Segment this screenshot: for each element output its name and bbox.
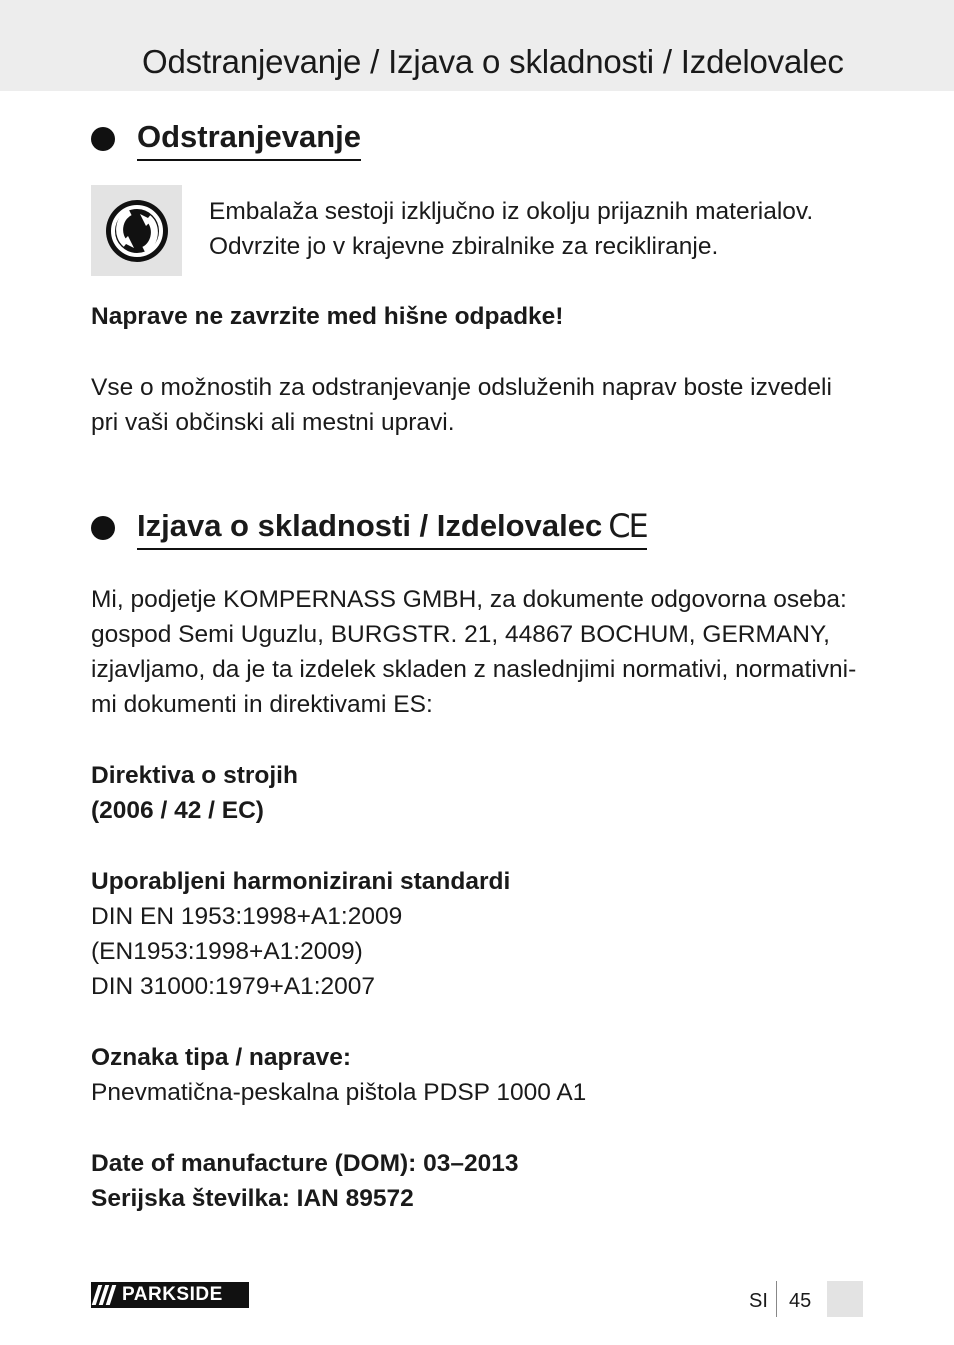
type-value: Pnevmatična-peskalna pištola PDSP 1000 A1 bbox=[91, 1079, 587, 1106]
directive-line: (2006 / 42 / EC) bbox=[91, 797, 264, 824]
declaration-intro-line: Mi, podjetje KOMPERNASS GMBH, za dokumente odgovorna oseba: bbox=[91, 586, 847, 613]
page-number: 45 bbox=[789, 1290, 812, 1312]
footer-tab-box bbox=[827, 1281, 863, 1317]
standards-title: Uporabljeni harmonizirani standardi bbox=[91, 868, 511, 895]
logo-text: PARKSIDE bbox=[122, 1284, 223, 1305]
serial-number: Serijska številka: IAN 89572 bbox=[91, 1185, 414, 1212]
declaration-intro bbox=[91, 582, 881, 722]
heading-disposal-text: Odstranjevanje bbox=[137, 117, 361, 161]
section-heading-disposal bbox=[91, 117, 361, 161]
standard-item: (EN1953:1998+A1:2009) bbox=[91, 938, 363, 965]
disposal-info-line: Vse o možnostih za odstranjevanje odsluženih naprav boste izvedeli bbox=[91, 374, 832, 401]
manufacture-block bbox=[91, 1146, 881, 1216]
standards-block bbox=[91, 864, 881, 1004]
heading-declaration bbox=[137, 506, 647, 550]
section-heading-declaration bbox=[91, 506, 647, 550]
type-title: Oznaka tipa / naprave: bbox=[91, 1044, 352, 1071]
ce-mark-icon: CE bbox=[608, 507, 647, 545]
packaging-line: Embalaža sestoji izključno iz okolju prijaznih materialov. bbox=[209, 198, 814, 225]
bullet-icon bbox=[91, 127, 115, 151]
disposal-info bbox=[91, 370, 881, 440]
directive-line: Direktiva o strojih bbox=[91, 762, 298, 789]
packaging-line: Odvrzite jo v krajevne zbiralnike za recikliranje. bbox=[209, 233, 719, 260]
directive-block bbox=[91, 758, 881, 828]
parkside-logo bbox=[91, 1282, 249, 1308]
standard-item: DIN 31000:1979+A1:2007 bbox=[91, 973, 376, 1000]
recycling-symbol-box bbox=[91, 185, 182, 276]
heading-declaration-text: Izjava o skladnosti / Izdelovalec bbox=[137, 508, 603, 543]
type-block bbox=[91, 1040, 881, 1110]
footer-divider bbox=[776, 1281, 777, 1317]
disposal-info-line: pri vaši občinski ali mestni upravi. bbox=[91, 409, 455, 436]
packaging-text bbox=[209, 194, 859, 264]
date-of-manufacture: Date of manufacture (DOM): 03–2013 bbox=[91, 1150, 519, 1177]
language-code: SI bbox=[749, 1290, 768, 1312]
page-title: Odstranjevanje / Izjava o skladnosti / Izdelovalec bbox=[142, 43, 844, 80]
bullet-icon bbox=[91, 516, 115, 540]
green-dot-recycling-icon bbox=[104, 198, 170, 264]
declaration-intro-line: mi dokumenti in direktivami ES: bbox=[91, 691, 433, 718]
logo-stripes-icon bbox=[95, 1285, 116, 1305]
disposal-warning: Naprave ne zavrzite med hišne odpadke! bbox=[91, 303, 564, 330]
standard-item: DIN EN 1953:1998+A1:2009 bbox=[91, 903, 403, 930]
declaration-intro-line: izjavljamo, da je ta izdelek skladen z naslednjimi normativi, normativni- bbox=[91, 656, 857, 683]
declaration-intro-line: gospod Semi Uguzlu, BURGSTR. 21, 44867 BOCHUM, GERMANY, bbox=[91, 621, 830, 648]
